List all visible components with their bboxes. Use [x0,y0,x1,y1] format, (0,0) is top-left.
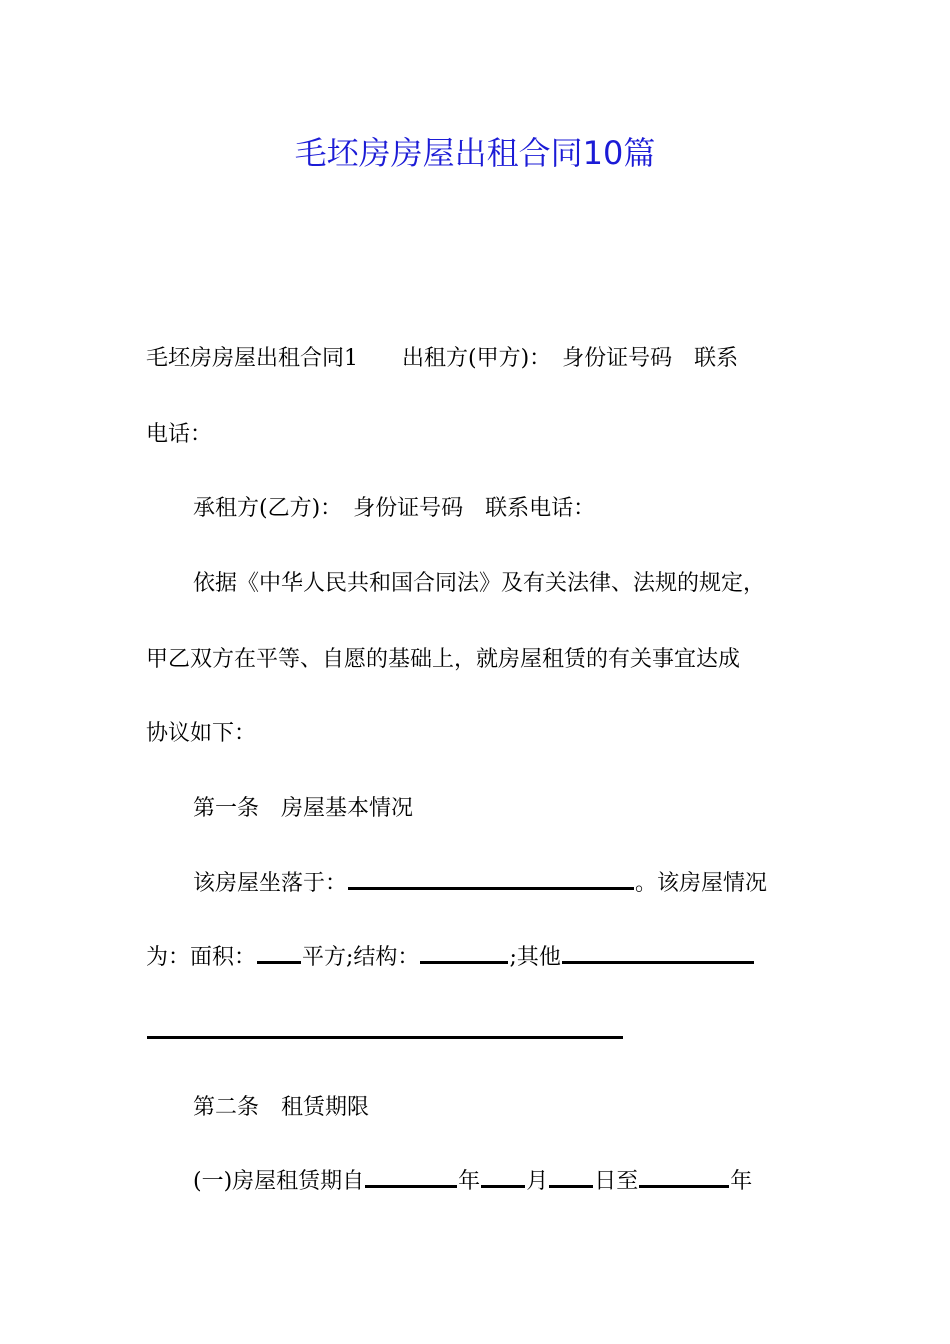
paragraph-line: 甲乙双方在平等、自愿的基础上，就房屋租赁的有关事宜达成 [146,647,741,672]
paragraph-line: 毛坯房房屋出租合同1 出租方(甲方)： 身份证号码 联系 [146,346,739,371]
blank-line [147,1036,623,1039]
paragraph-line: 依据《中华人民共和国合同法》及有关法律、法规的规定， [193,571,766,596]
area-label: 为：面积： [146,945,257,970]
blank-line [639,1185,729,1188]
term-line [193,1162,863,1202]
blank-line [348,887,634,890]
other-label: ;其他 [509,945,561,970]
location-label: 该房屋坐落于： [193,871,348,896]
year-label: 年 [458,1169,481,1194]
paragraph-line: 承租方(乙方)： 身份证号码 联系电话： [193,496,596,521]
article-heading: 第二条 租赁期限 [193,1095,370,1120]
article-heading: 第一条 房屋基本情况 [193,796,414,821]
blank-line [257,961,301,964]
document-title: 毛坯房房屋出租合同10篇 [294,134,656,172]
paragraph-line: 协议如下： [146,721,257,746]
month-label: 月 [526,1169,549,1194]
blank-line [420,961,508,964]
location-suffix: 。该房屋情况 [635,871,768,896]
blank-continuation-line [146,1013,816,1053]
blank-line [549,1185,593,1188]
paragraph-line: 电话： [146,422,213,447]
term-label: (一)房屋租赁期自 [193,1169,365,1194]
blank-line [562,961,754,964]
blank-line [481,1185,525,1188]
situation-line [146,938,816,978]
day-to-label: 日至 [594,1169,639,1194]
year-label: 年 [730,1169,753,1194]
structure-label: 平方;结构： [302,945,420,970]
location-line [193,864,863,904]
blank-line [365,1185,457,1188]
